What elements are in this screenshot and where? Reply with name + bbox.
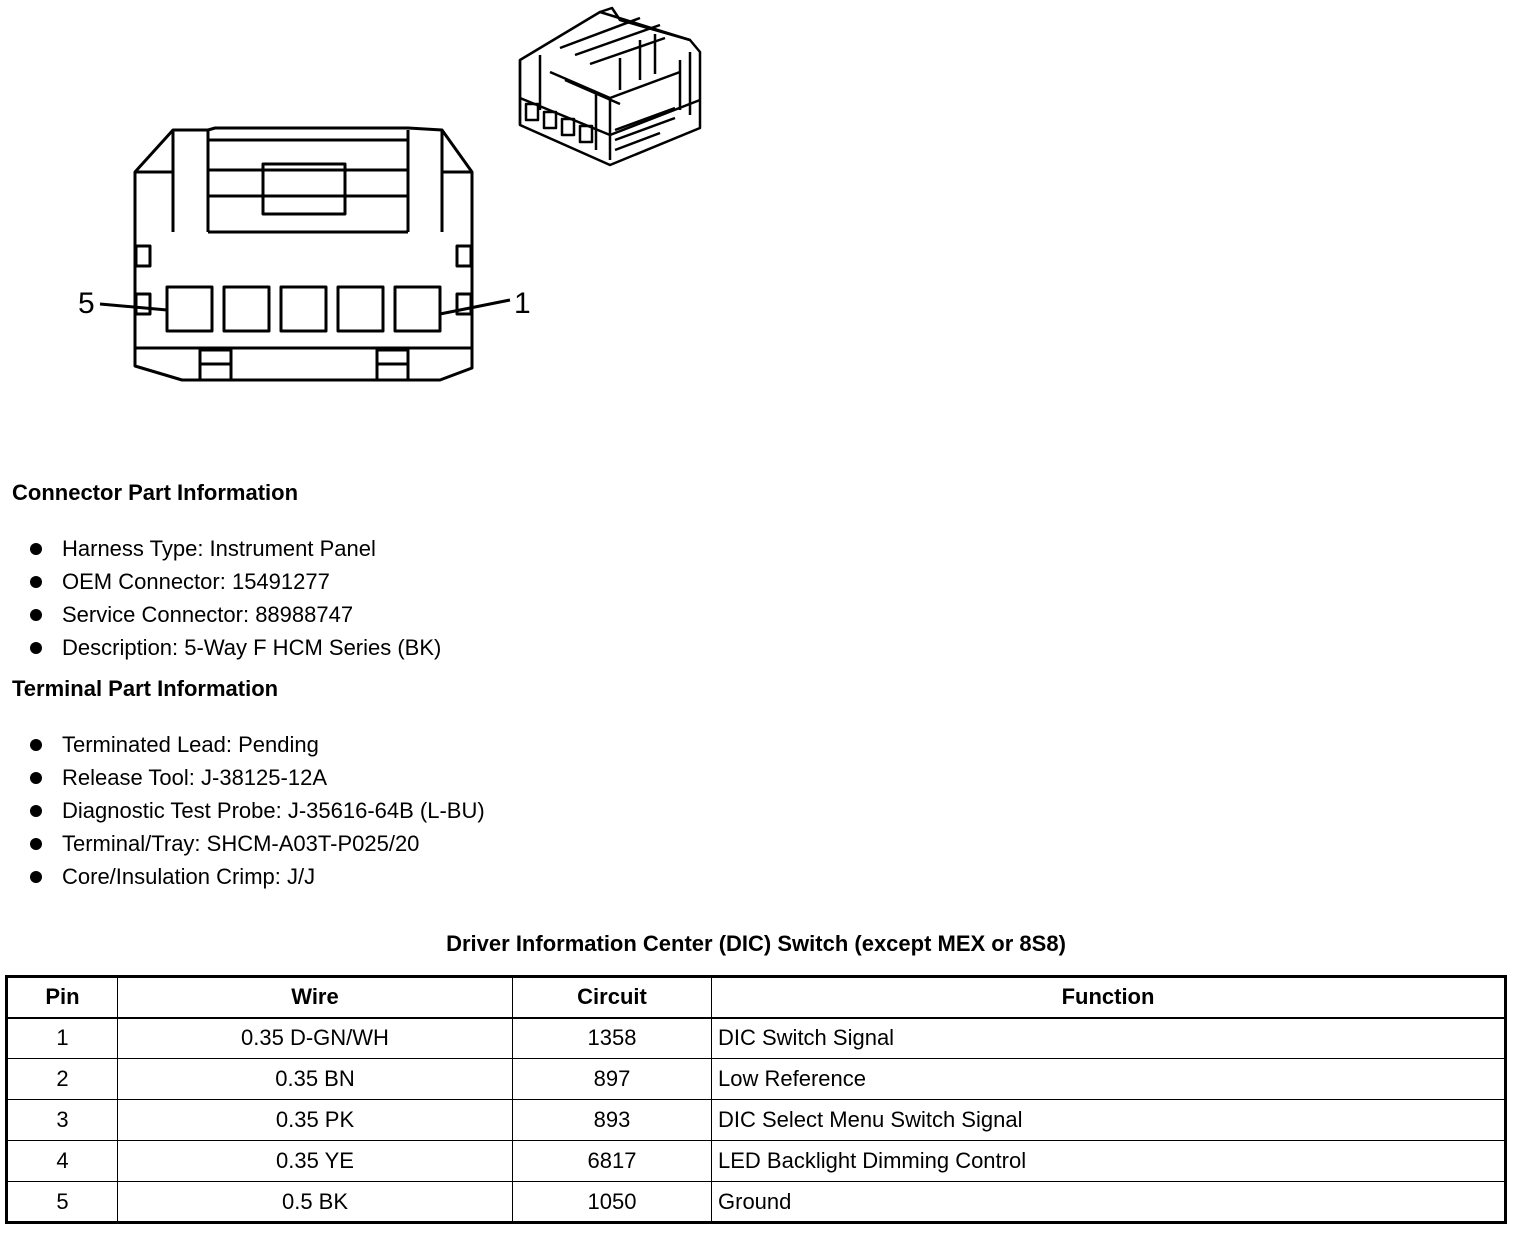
pin-cavity	[395, 287, 440, 331]
cell-pin: 4	[7, 1141, 118, 1182]
cell-wire: 0.35 BN	[118, 1059, 513, 1100]
cell-circuit: 893	[513, 1100, 712, 1141]
list-item-text: Terminal/Tray: SHCM-A03T-P025/20	[62, 831, 420, 856]
connector-info-list	[30, 532, 441, 664]
list-item-text: Terminated Lead: Pending	[62, 732, 319, 757]
terminal-info-list	[30, 728, 485, 893]
list-item-text: Service Connector: 88988747	[62, 602, 354, 627]
list-item	[30, 761, 485, 794]
cell-wire: 0.35 D-GN/WH	[118, 1018, 513, 1059]
cell-wire: 0.5 BK	[118, 1182, 513, 1223]
pin-cavity	[224, 287, 269, 331]
connector-info-heading: Connector Part Information	[12, 480, 299, 505]
column-header-pin: Pin	[7, 977, 118, 1018]
bullet-icon	[30, 576, 42, 588]
pin-cavity	[167, 287, 212, 331]
pin-5-label: 5	[78, 287, 95, 320]
list-item-text: Description: 5-Way F HCM Series (BK)	[62, 635, 442, 660]
list-item	[30, 631, 441, 664]
pin-cavity	[338, 287, 383, 331]
table-title: Driver Information Center (DIC) Switch (except MEX or 8S8)	[446, 931, 1066, 956]
list-item	[30, 532, 441, 565]
bullet-icon	[30, 543, 42, 555]
cell-circuit: 1050	[513, 1182, 712, 1223]
cell-pin: 2	[7, 1059, 118, 1100]
table-row	[7, 1018, 1506, 1059]
list-item-text: Diagnostic Test Probe: J-35616-64B (L-BU)	[62, 798, 485, 823]
cell-pin: 3	[7, 1100, 118, 1141]
bullet-icon	[30, 871, 42, 883]
column-header-function: Function	[712, 977, 1506, 1018]
cell-circuit: 897	[513, 1059, 712, 1100]
bullet-icon	[30, 642, 42, 654]
connector-diagram	[0, 0, 1520, 460]
cell-function: DIC Select Menu Switch Signal	[712, 1100, 1506, 1141]
cell-circuit: 6817	[513, 1141, 712, 1182]
column-header-wire: Wire	[118, 977, 513, 1018]
list-item	[30, 827, 485, 860]
table-row	[7, 1100, 1506, 1141]
cell-function: Ground	[712, 1182, 1506, 1223]
bullet-icon	[30, 805, 42, 817]
list-item	[30, 728, 485, 761]
bullet-icon	[30, 838, 42, 850]
column-header-circuit: Circuit	[513, 977, 712, 1018]
list-item	[30, 860, 485, 893]
cell-function: Low Reference	[712, 1059, 1506, 1100]
cell-function: DIC Switch Signal	[712, 1018, 1506, 1059]
terminal-info-heading: Terminal Part Information	[12, 676, 279, 701]
table-header-row	[7, 977, 1506, 1018]
list-item-text: Core/Insulation Crimp: J/J	[62, 864, 316, 889]
list-item-text: Harness Type: Instrument Panel	[62, 536, 376, 561]
list-item	[30, 565, 441, 598]
bullet-icon	[30, 609, 42, 621]
cell-circuit: 1358	[513, 1018, 712, 1059]
bullet-icon	[30, 772, 42, 784]
pin-cavity	[281, 287, 326, 331]
cell-wire: 0.35 YE	[118, 1141, 513, 1182]
cell-wire: 0.35 PK	[118, 1100, 513, 1141]
connector-face-view	[135, 128, 472, 380]
pin-1-label: 1	[514, 287, 531, 320]
connector-isometric-view	[520, 8, 700, 165]
list-item	[30, 794, 485, 827]
pinout-table	[5, 975, 1507, 1224]
bullet-icon	[30, 739, 42, 751]
list-item	[30, 598, 441, 631]
list-item-text: OEM Connector: 15491277	[62, 569, 330, 594]
cell-function: LED Backlight Dimming Control	[712, 1141, 1506, 1182]
table-row	[7, 1141, 1506, 1182]
cell-pin: 1	[7, 1018, 118, 1059]
table-row	[7, 1059, 1506, 1100]
list-item-text: Release Tool: J-38125-12A	[62, 765, 327, 790]
table-row	[7, 1182, 1506, 1223]
cell-pin: 5	[7, 1182, 118, 1223]
